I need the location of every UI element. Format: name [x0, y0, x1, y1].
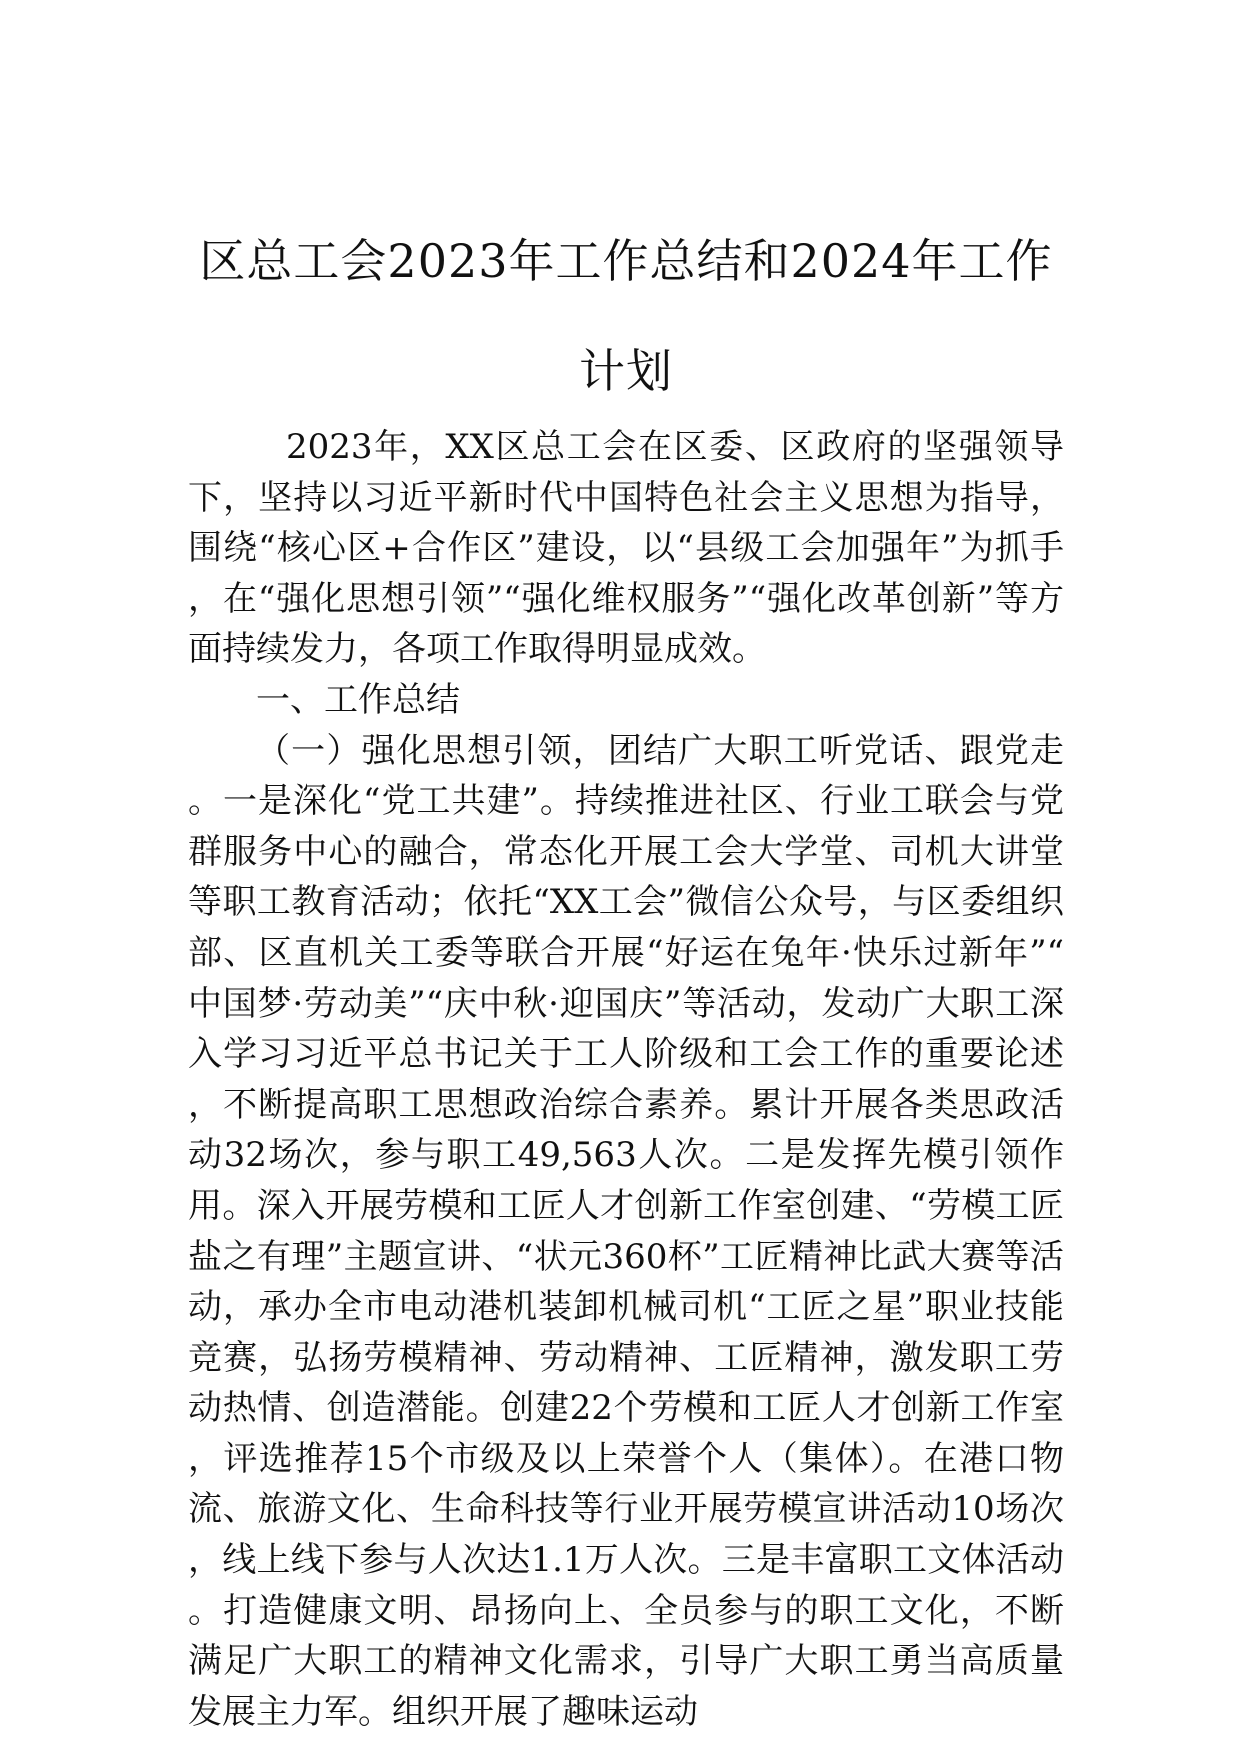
- document-body: [188, 422, 1064, 1737]
- intro-paragraph: 2023年，XX区总工会在区委、区政府的坚强领导下，坚持以习近平新时代中国特色社会主义思想为指导，围绕“核心区+合作区”建设，以“县级工会加强年”为抓手，在“强化思想引领”“强化维权服务”“强化改革创新”等方面持续发力，各项工作取得明显成效。: [188, 427, 1064, 670]
- section-paragraph: （一）强化思想引领，团结广大职工听党话、跟党走。一是深化“党工共建”。持续推进社区、行业工联会与党群服务中心的融合，常态化开展工会大学堂、司机大讲堂等职工教育活动；依托“XX工会”微信公众号，与区委组织部、区直机关工委等联合开展“好运在兔年·快乐过新年”“中国梦·劳动美”“庆中秋·迎国庆”等活动，发动广大职工深入学习习近平总书记关于工人阶级和工会工作的重要论述，不断提高职工思想政治综合素养。累计开展各类思政活动32场次，参与职工49,563人次。二是发挥先模引领作用。深入开展劳模和工匠人才创新工作室创建、“劳模工匠 盐之有理”主题宣讲、“状元360杯”工匠精神比武大赛等活动，承办全市电动港机装卸机械司机“工匠之星”职业技能竞赛，弘扬劳模精神、劳动精神、工匠精神，激发职工劳动热情、创造潜能。创建22个劳模和工匠人才创新工作室，评选推荐15个市级及以上荣誉个人（集体）。在港口物流、旅游文化、生命科技等行业开展劳模宣讲活动10场次，线上线下参与人次达1.1万人次。三是丰富职工文体活动。打造健康文明、昂扬向上、全员参与的职工文化，不断满足广大职工的精神文化需求，引导广大职工勇当高质量发展主力军。组织开展了趣味运动: [188, 730, 1064, 1732]
- document-title: 区总工会2023年工作总结和2024年工作计划: [199, 234, 1053, 398]
- section-heading: 一、工作总结: [256, 679, 460, 720]
